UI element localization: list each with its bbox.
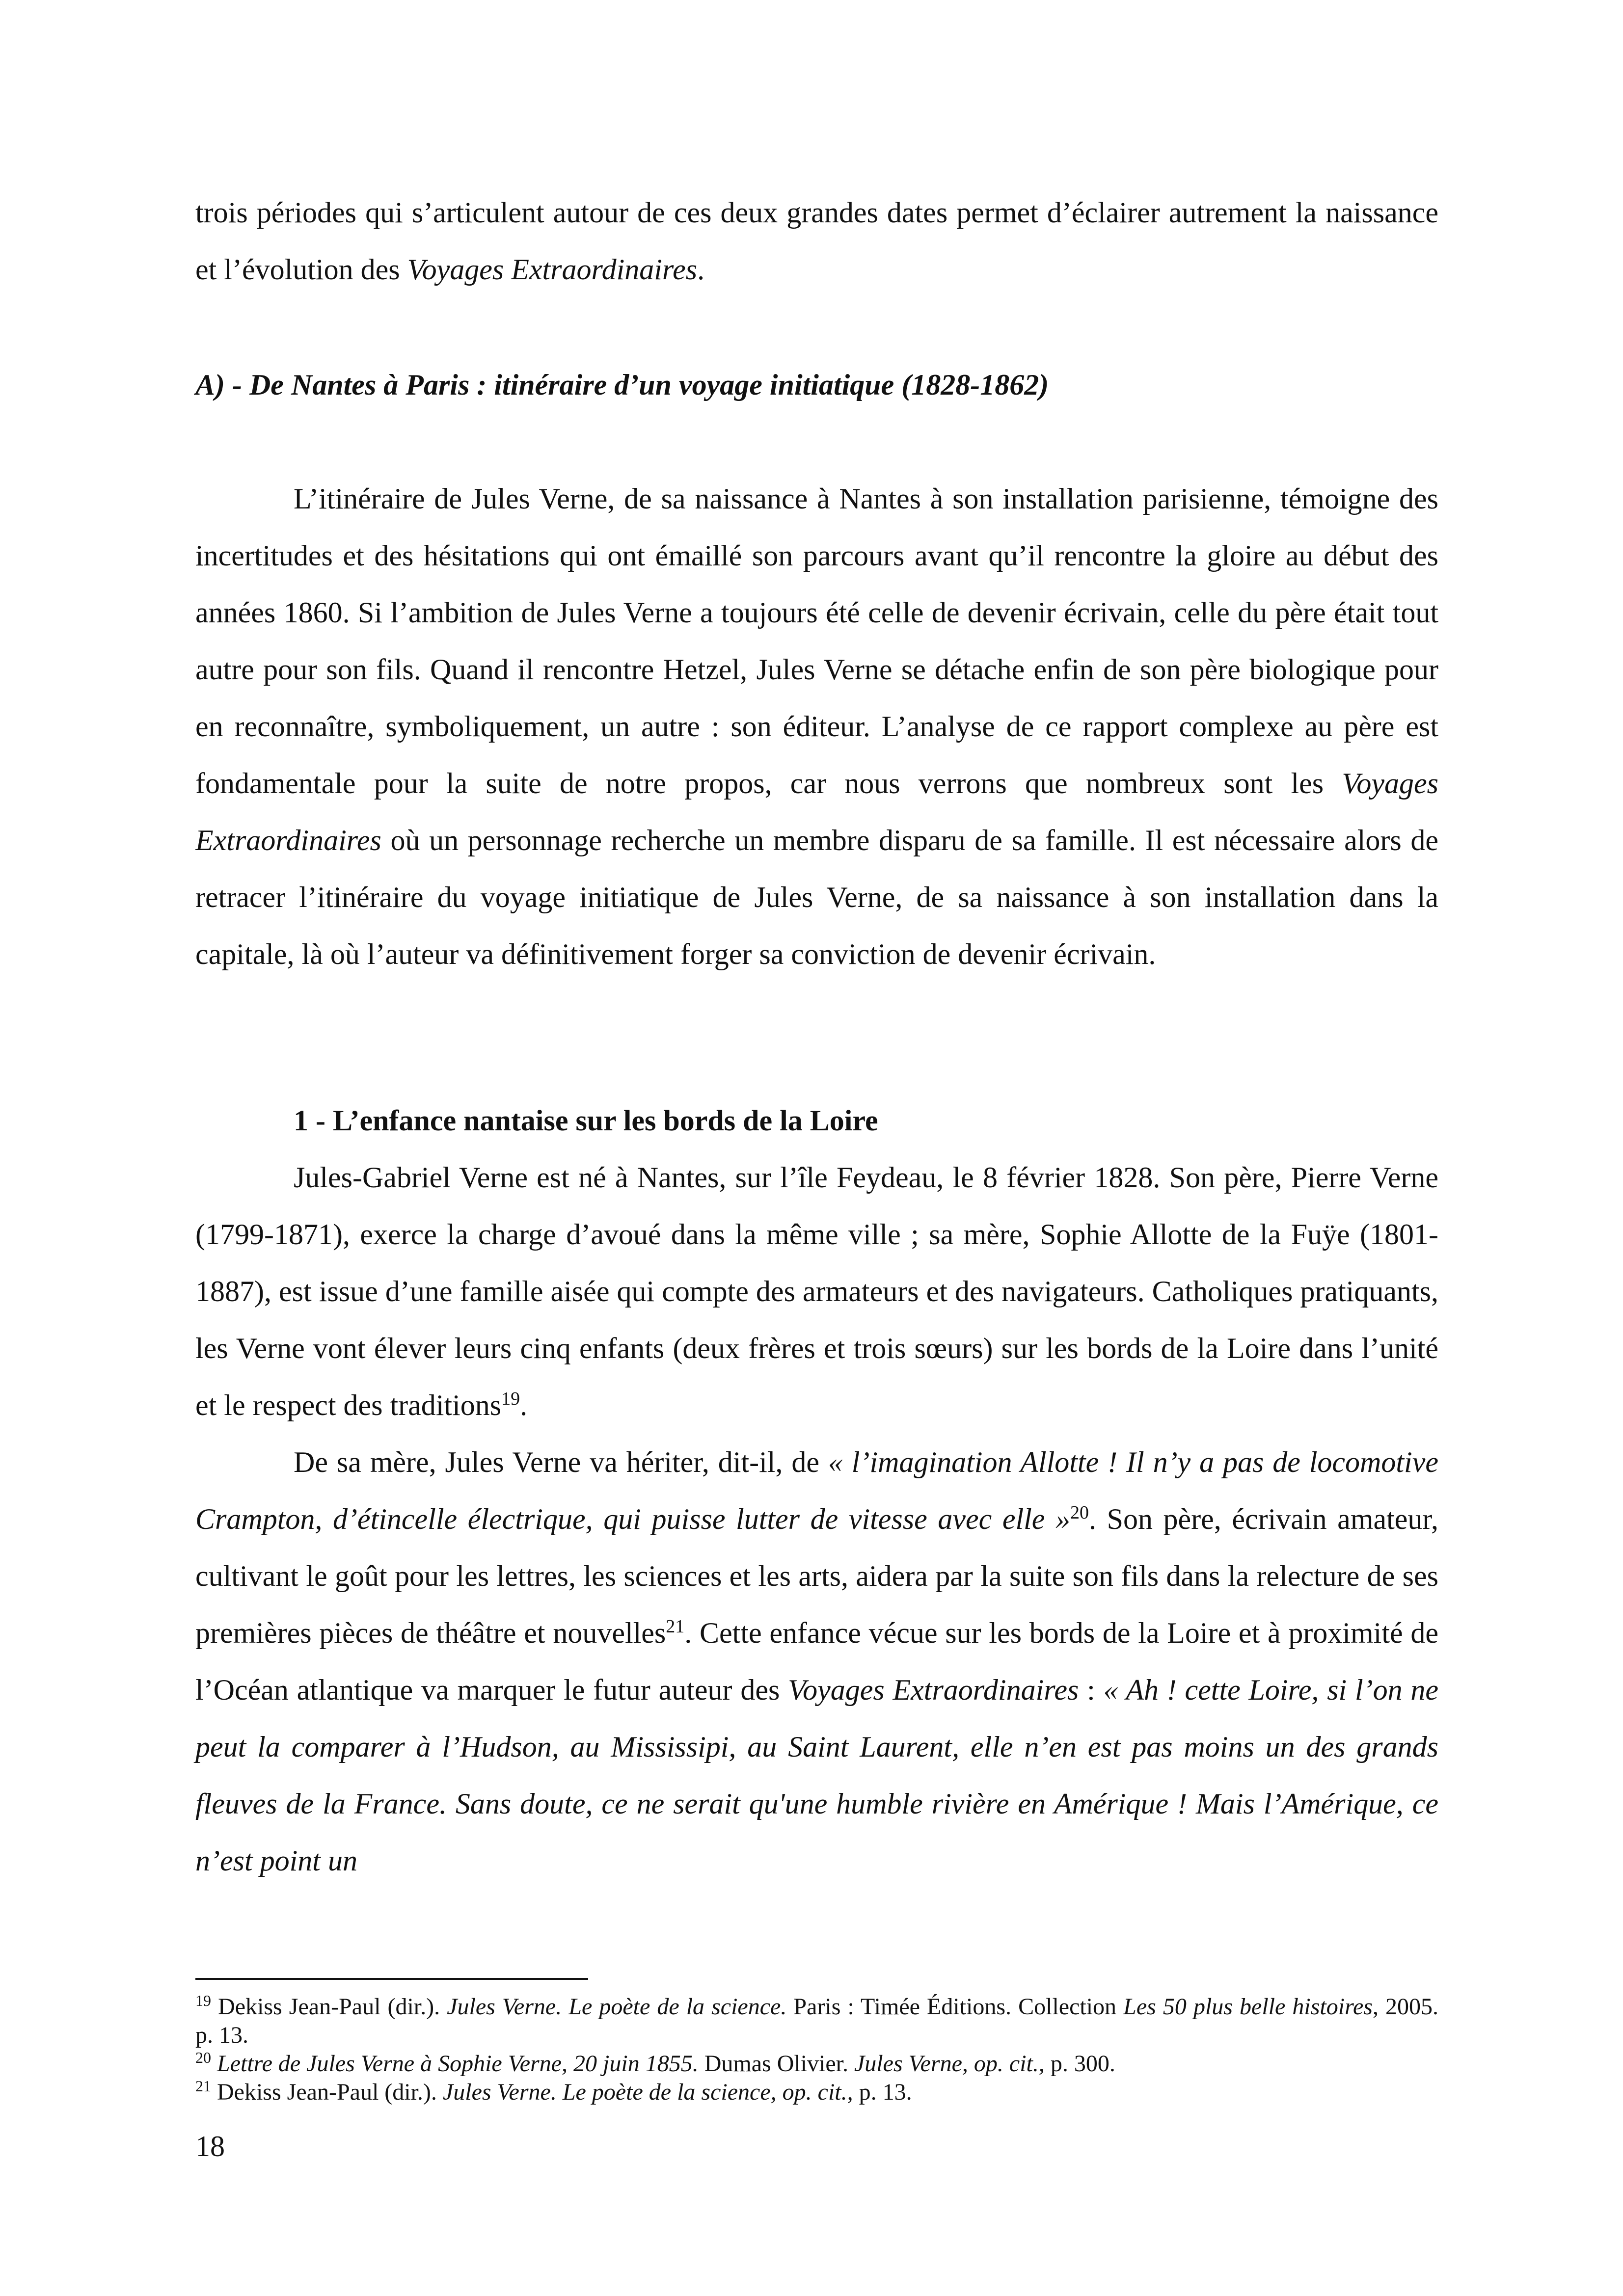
footnote-text: p. 300.: [1044, 2051, 1115, 2077]
footnote-19: [195, 1993, 1438, 2050]
footnote-text: , 2005. p. 13.: [195, 1994, 1439, 2048]
footnote-number: 20: [195, 2049, 211, 2066]
footnote-text: p. 13.: [853, 2079, 912, 2105]
paragraph-text: Jules-Gabriel Verne est né à Nantes, sur l’île Feydeau, le 8 février 1828. Son père, Pierre Verne (1799-1871), exerce la charge d’avoué dans la même ville ; sa mère, Sophie Allotte de la Fuÿe (1801-1887), est issue d’une famille aisée qui compte des armateurs et des navigateurs. Catholiques pratiquants, les Verne vont élever leurs cinq enfants (deux frères et trois sœurs) sur les bords de la Loire dans l’unité et le respect des traditions: [195, 1161, 1438, 1421]
footnote-number: 21: [195, 2077, 211, 2095]
paragraph-text-end: où un personnage recherche un membre disparu de sa famille. Il est nécessaire alors de retracer l’itinéraire du voyage initiatique de Jules Verne, de sa naissance à son installation dans la capitale, là où l’auteur va définitivement forger sa conviction de devenir écrivain.: [195, 824, 1438, 970]
collection-title: Les 50 plus belle histoires: [1123, 1994, 1373, 2020]
paragraph-text-end: .: [520, 1389, 528, 1421]
footnote-text: Dekiss Jean-Paul (dir.).: [211, 1994, 447, 2020]
intro-text-end: .: [697, 253, 705, 286]
footnote-ref-21[interactable]: 21: [666, 1616, 685, 1637]
paragraph-text: . Cette enfance vécue sur les bords de la Loire et à proximité de l’Océan atlantique va marquer le futur auteur des: [195, 1617, 1438, 1706]
paragraph-text: De sa mère, Jules Verne va hériter, dit-il, de: [294, 1446, 828, 1478]
book-title: Jules Verne. Le poète de la science, op. cit.,: [442, 2079, 853, 2105]
book-title: Voyages Extraordinaires: [195, 767, 1438, 856]
section-heading-a: A) - De Nantes à Paris : itinéraire d’un voyage initiatique (1828-1862): [195, 369, 1049, 401]
footnote-text: Dumas Olivier.: [698, 2051, 854, 2077]
section-1-paragraph-2: [195, 1434, 1438, 1889]
footnote-number: 19: [195, 1992, 211, 2009]
section-a-paragraph: [195, 470, 1438, 983]
quotation: « Ah ! cette Loire, si l’on ne peut la comparer à l’Hudson, au Mississipi, au Saint Laurent, elle n’en est pas moins un des grands fleuves de la France. Sans doute, ce ne serait qu'une humble rivière en Amérique ! Mais l’Amérique, ce n’est point un: [195, 1674, 1439, 1877]
footnote-20: [195, 2050, 1438, 2078]
footnote-text: Dekiss Jean-Paul (dir.).: [211, 2079, 443, 2105]
footnote-21: [195, 2078, 1438, 2107]
section-heading-1: 1 - L’enfance nantaise sur les bords de la Loire: [294, 1104, 878, 1137]
section-1-paragraph-1: [195, 1149, 1438, 1434]
book-title: Voyages Extraordinaires: [788, 1674, 1079, 1706]
intro-paragraph: [195, 184, 1438, 298]
paragraph-text: L’itinéraire de Jules Verne, de sa naissance à Nantes à son installation parisienne, témoigne des incertitudes et des hésitations qui ont émaillé son parcours avant qu’il rencontre la gloire au début des années 1860. Si l’ambition de Jules Verne a toujours été celle de devenir écrivain, celle du père était tout autre pour son fils. Quand il rencontre Hetzel, Jules Verne se détache enfin de son père biologique pour en reconnaître, symboliquement, un autre : son éditeur. L’analyse de ce rapport complexe au père est fondamentale pour la suite de notre propos, car nous verrons que nombreux sont les: [195, 482, 1438, 800]
book-title: Jules Verne, op. cit.,: [854, 2051, 1045, 2077]
footnote-ref-20[interactable]: 20: [1070, 1502, 1089, 1523]
paragraph-text: :: [1079, 1674, 1104, 1706]
footnote-ref-19[interactable]: 19: [501, 1388, 520, 1409]
quotation: « l’imagination Allotte ! Il n’y a pas de locomotive Crampton, d’étincelle électrique, qui puisse lutter de vitesse avec elle »: [195, 1446, 1438, 1535]
footnote-text: Paris : Timée Éditions. Collection: [786, 1994, 1124, 2020]
footnote-divider: [195, 1978, 588, 1980]
intro-text: trois périodes qui s’articulent autour de ces deux grandes dates permet d’éclairer autrement la naissance et l’évolution des: [195, 196, 1438, 286]
page-number: 18: [195, 2130, 225, 2163]
book-title: Jules Verne. Le poète de la science.: [447, 1994, 787, 2020]
book-title: Voyages Extraordinaires: [407, 253, 698, 286]
paragraph-text: . Son père, écrivain amateur, cultivant le goût pour les lettres, les sciences et les arts, aidera par la suite son fils dans la relecture de ses premières pièces de théâtre et nouvelles: [195, 1503, 1438, 1649]
letter-title: Lettre de Jules Verne à Sophie Verne, 20 juin 1855.: [211, 2051, 699, 2077]
